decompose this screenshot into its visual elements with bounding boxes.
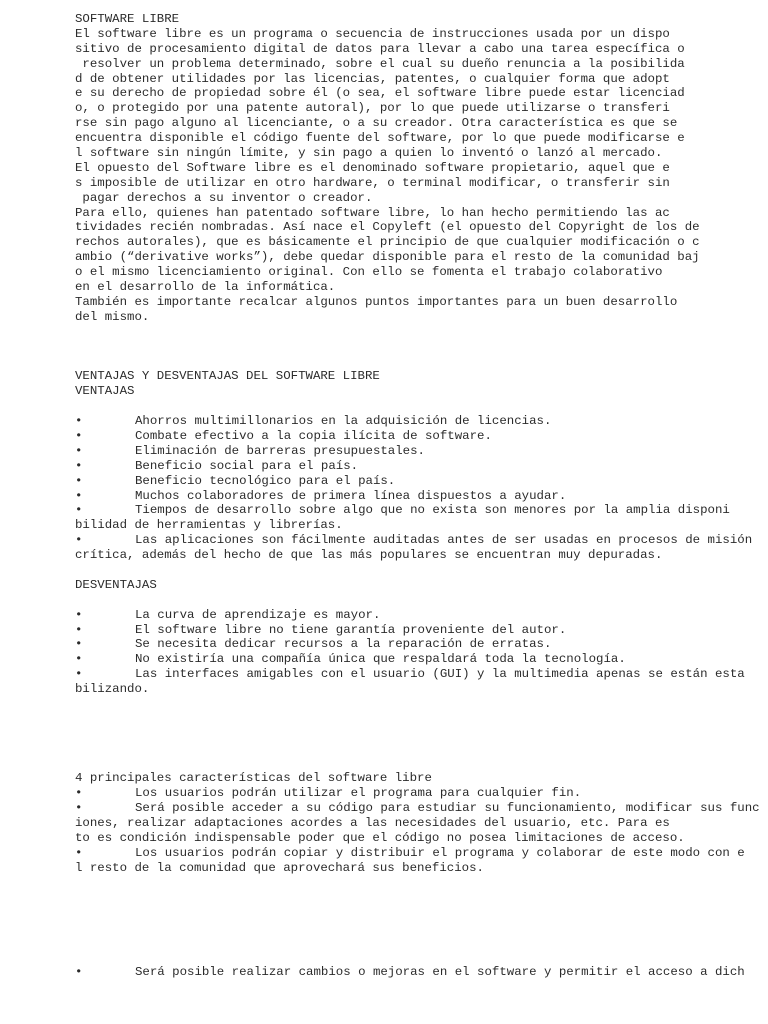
bullet-icon: • (75, 488, 83, 503)
list-item (75, 608, 765, 623)
bullet-icon: • (75, 652, 83, 667)
list-item-text: Se necesita dedicar recursos a la reparación de erratas. (135, 637, 552, 652)
list-item-text: Ahorros multimillonarios en la adquisición de licencias. (135, 414, 552, 429)
intro-text-line: en el desarrollo de la informática. (75, 280, 336, 295)
list-item-text-cont: iones, realizar adaptaciones acordes a las necesidades del usuario, etc. Para es (75, 816, 670, 831)
list-item-text: Los usuarios podrán utilizar el programa para cualquier fin. (135, 786, 582, 801)
list-item-text: Será posible realizar cambios o mejoras en el software y permitir el acceso a dich (135, 965, 745, 980)
list-item (75, 623, 765, 638)
spacer (75, 697, 765, 772)
list-item (75, 444, 765, 459)
list-item-text-cont: l resto de la comunidad que aprovechará sus beneficios. (75, 860, 484, 875)
bullet-icon: • (75, 637, 83, 652)
intro-text-line: También es importante recalcar algunos puntos importantes para un buen desarrollo (75, 294, 678, 309)
bullet-icon: • (75, 845, 83, 860)
bullet-icon: • (75, 607, 83, 622)
intro-text-line: o el mismo licenciamiento original. Con ello se fomenta el trabajo colaborativo (75, 265, 663, 280)
list-item (75, 846, 765, 876)
bullet-icon: • (75, 965, 83, 980)
list-item-text-cont: bilidad de herramientas y librerías. (75, 518, 343, 533)
list-item (75, 414, 765, 429)
list-item-text: La curva de aprendizaje es mayor. (135, 607, 381, 622)
intro-text-line: l software sin ningún límite, y sin pago a quien lo inventó o lanzó al mercado. (75, 146, 663, 161)
desventajas-heading: DESVENTAJAS (75, 577, 157, 592)
bullet-icon: • (75, 667, 83, 682)
list-item-text: Las aplicaciones son fácilmente auditadas antes de ser usadas en procesos de misión (135, 533, 753, 548)
intro-text-line: Para ello, quienes han patentado software libre, lo han hecho permitiendo las ac (75, 205, 670, 220)
intro-text-line: e su derecho de propiedad sobre él (o sea, el software libre puede estar licenciad (75, 86, 685, 101)
intro-text-line: d de obtener utilidades por las licencias, patentes, o cualquier forma que adopt (75, 71, 670, 86)
desventajas-list (75, 608, 765, 697)
list-item-text: No existiría una compañía única que respaldará toda la tecnología. (135, 652, 626, 667)
list-item-text-cont: crítica, además del hecho de que las más populares se encuentran muy depuradas. (75, 548, 663, 563)
list-item-text: Será posible acceder a su código para estudiar su funcionamiento, modificar sus func (135, 801, 760, 816)
intro-text-line: rse sin pago alguno al licenciante, o a su creador. Otra característica es que se (75, 116, 678, 131)
list-item (75, 786, 765, 801)
bullet-icon: • (75, 533, 83, 548)
features-section (75, 771, 765, 980)
pros-cons-section (75, 369, 765, 697)
intro-section (75, 12, 765, 325)
bullet-icon: • (75, 458, 83, 473)
bullet-icon: • (75, 801, 83, 816)
list-item (75, 503, 765, 533)
list-item (75, 965, 765, 980)
ventajas-heading: VENTAJAS (75, 384, 135, 399)
list-item-text-cont: to es condición indispensable poder que el código no posea limitaciones de acceso. (75, 831, 685, 846)
list-item-text: Beneficio tecnológico para el país. (135, 473, 396, 488)
spacer (75, 325, 765, 370)
bullet-icon: • (75, 443, 83, 458)
list-item (75, 459, 765, 474)
intro-text-line: rechos autorales), que es básicamente el principio de que cualquier modificación o c (75, 235, 700, 250)
list-item-text: Los usuarios podrán copiar y distribuir el programa y colaborar de este modo con e (135, 845, 745, 860)
list-item-text: Las interfaces amigables con el usuario (GUI) y la multimedia apenas se están esta (135, 667, 745, 682)
spacer (75, 563, 765, 578)
section-title-ventajas-desventajas: VENTAJAS Y DESVENTAJAS DEL SOFTWARE LIBRE (75, 369, 380, 384)
spacer (75, 876, 765, 965)
list-item (75, 652, 765, 667)
list-item (75, 474, 765, 489)
bullet-icon: • (75, 414, 83, 429)
section-title-caracteristicas: 4 principales características del software libre (75, 771, 432, 786)
bullet-icon: • (75, 428, 83, 443)
list-item (75, 667, 765, 697)
intro-text-line: encuentra disponible el código fuente del software, por lo que puede modificarse e (75, 131, 685, 146)
list-item-text: Eliminación de barreras presupuestales. (135, 443, 425, 458)
list-item-text: Tiempos de desarrollo sobre algo que no exista son menores por la amplia disponi (135, 503, 730, 518)
intro-text-line: El software libre es un programa o secuencia de instrucciones usada por un dispo (75, 26, 670, 41)
intro-text-line: del mismo. (75, 309, 150, 324)
bullet-icon: • (75, 503, 83, 518)
bullet-icon: • (75, 473, 83, 488)
list-item-text: Beneficio social para el país. (135, 458, 359, 473)
document-page (75, 12, 765, 980)
spacer (75, 399, 765, 414)
intro-text-line: tividades recién nombradas. Así nace el Copyleft (el opuesto del Copyright de los de (75, 220, 700, 235)
bullet-icon: • (75, 622, 83, 637)
section-title-software-libre: SOFTWARE LIBRE (75, 12, 180, 26)
spacer (75, 593, 765, 608)
list-item-text: Muchos colaboradores de primera línea dispuestos a ayudar. (135, 488, 567, 503)
intro-text-line: pagar derechos a su inventor o creador. (75, 190, 373, 205)
list-item (75, 637, 765, 652)
intro-text-line: ambio (“derivative works”), debe quedar disponible para el resto de la comunidad baj (75, 250, 700, 265)
list-item (75, 429, 765, 444)
list-item-text: Combate efectivo a la copia ilícita de software. (135, 428, 492, 443)
intro-text-line: s imposible de utilizar en otro hardware, o terminal modificar, o transferir sin (75, 175, 670, 190)
intro-text-line: o, o protegido por una patente autoral), por lo que puede utilizarse o transferi (75, 101, 670, 116)
list-item (75, 801, 765, 846)
list-item-text-cont: bilizando. (75, 682, 150, 697)
list-item (75, 533, 765, 563)
list-item-text: El software libre no tiene garantía proveniente del autor. (135, 622, 567, 637)
bullet-icon: • (75, 786, 83, 801)
intro-text-line: resolver un problema determinado, sobre el cual su dueño renuncia a la posibilida (75, 56, 685, 71)
list-item (75, 489, 765, 504)
intro-text-line: sitivo de procesamiento digital de datos para llevar a cabo una tarea específica o (75, 41, 685, 56)
ventajas-list (75, 414, 765, 563)
intro-text-line: El opuesto del Software libre es el denominado software propietario, aquel que e (75, 160, 670, 175)
